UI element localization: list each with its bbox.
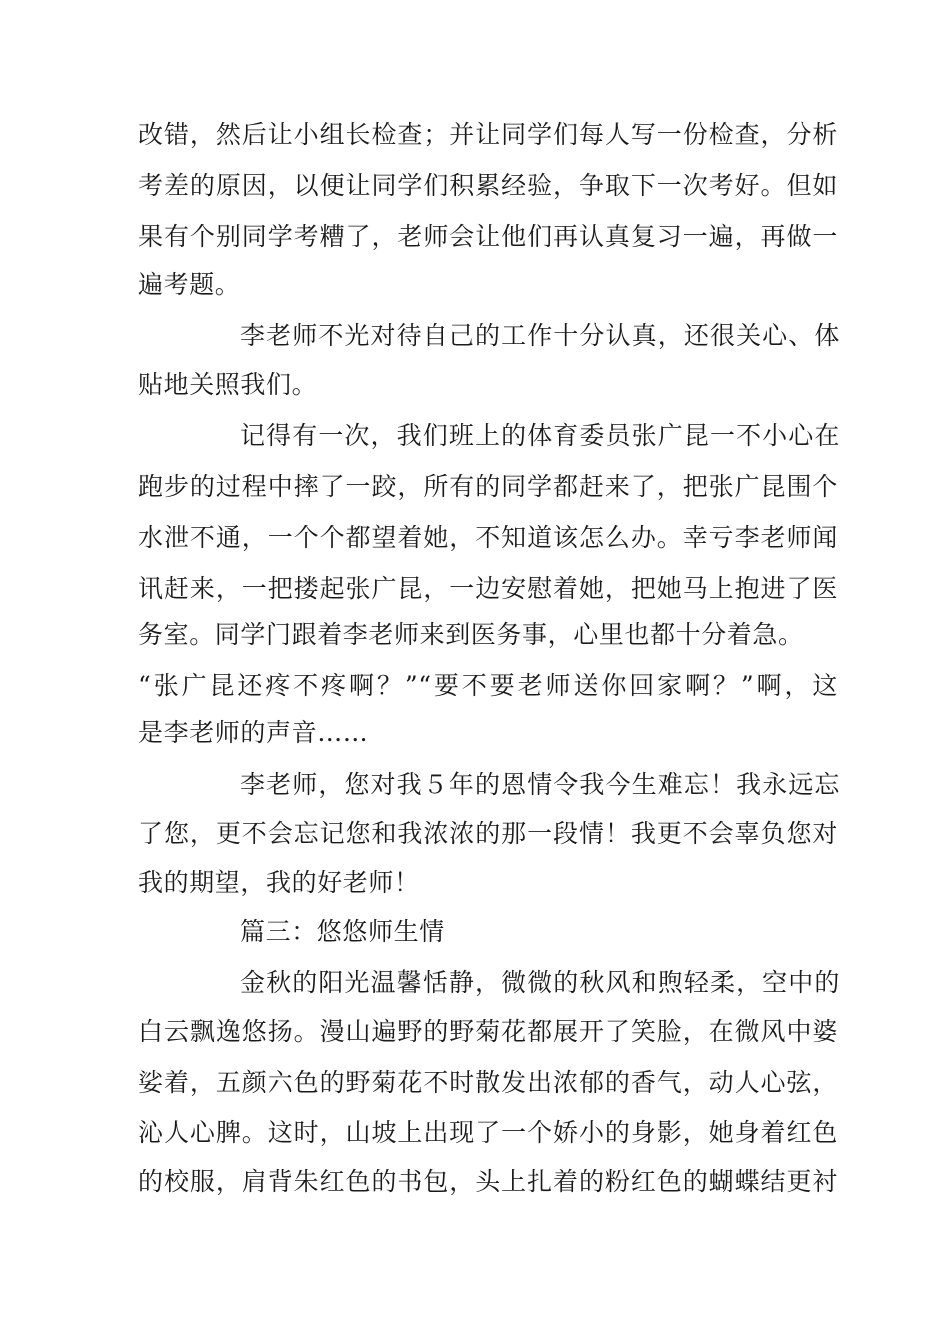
paragraph-first-line: 记得有一次，我们班上的体育委员张广昆一不小心在 [240,421,840,450]
text-line: 我的期望，我的好老师！ [138,868,420,897]
text-line: 是李老师的声音…… [138,718,369,747]
paragraph-first-line: 金秋的阳光温馨恬静，微微的秋风和煦轻柔，空中的 [240,968,840,997]
text-line: 白云飘逸悠扬。漫山遍野的野菊花都展开了笑脸，在微风中婆 [138,1017,838,1046]
text-line: 考差的原因，以便让同学们积累经验，争取下一次考好。但如 [138,171,838,200]
section-heading: 篇三：悠悠师生情 [240,917,445,946]
text-line: 改错，然后让小组长检查；并让同学们每人写一份检查，分析 [138,120,838,149]
text-line: 的校服，肩背朱红色的书包，头上扎着的粉红色的蝴蝶结更衬 [138,1167,838,1196]
paragraph-first-line: 李老师不光对待自己的工作十分认真，还很关心、体 [240,321,840,350]
text-line: 跑步的过程中摔了一跤，所有的同学都赶来了，把张广昆围个 [138,472,838,501]
text-line: 遍考题。 [138,270,241,299]
text-line: 沁人心脾。这时，山坡上出现了一个娇小的身影，她身着红色 [138,1118,838,1147]
text-line: 了您，更不会忘记您和我浓浓的那一段情！我更不会辜负您对 [138,819,838,848]
text-line: “张广昆还疼不疼啊？”“要不要老师送你回家啊？”啊，这 [138,671,838,700]
text-line: 娑着，五颜六色的野菊花不时散发出浓郁的香气，动人心弦， [138,1068,838,1097]
paragraph-first-line: 李老师，您对我５年的恩情令我今生难忘！我永远忘 [240,770,840,799]
text-line: 果有个别同学考糟了，老师会让他们再认真复习一遍，再做一 [138,222,838,251]
text-line: 水泄不通，一个个都望着她，不知道该怎么办。幸亏李老师闻 [138,523,838,552]
text-line: 务室。同学门跟着李老师来到医务事，心里也都十分着急。 [138,620,804,649]
text-line: 讯赶来，一把搂起张广昆，一边安慰着她，把她马上抱进了医 [138,574,838,603]
text-line: 贴地关照我们。 [138,370,318,399]
